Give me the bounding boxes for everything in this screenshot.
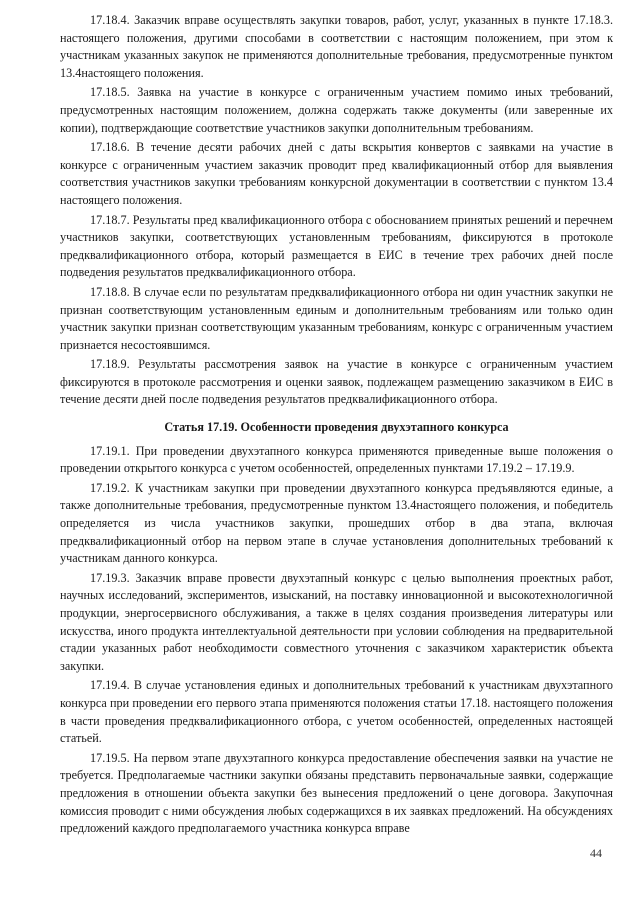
- page-number: 44: [590, 846, 602, 860]
- paragraph-17-18-6: 17.18.6. В течение десяти рабочих дней с даты вскрытия конвертов с заявками на участие в конкурсе с ограниченным участием заказчик проводит пред квалификационный отбор для выявления соответствия участников закупки требованиям конкурсной документации в соответствии с пунктом 13.4 настоящего положения.: [60, 140, 613, 207]
- paragraph-17-19-3: 17.19.3. Заказчик вправе провести двухэтапный конкурс с целью выполнения проектных работ, научных исследований, экспериментов, изысканий, на поставку инновационной и высокотехнологичной продукции, энергосервисного обслуживания, а также в целях создания произведения литературы или искусства, иного продукта интеллектуальной деятельности при условии соблюдения на предварительной стадии указанных работ необходимости совместного уточнения с заказчиком характеристик объекта закупки.: [60, 570, 613, 673]
- page-content: [60, 12, 613, 840]
- paragraph-17-18-5: 17.18.5. Заявка на участие в конкурсе с ограниченным участием помимо иных требований, предусмотренных настоящим положением, должна содержать также документы (или заверенные их копии), подтверждающие соответствие участников закупки дополнительным требованиям.: [60, 85, 613, 135]
- section-heading: Статья 17.19. Особенности проведения двухэтапного конкурса: [164, 420, 509, 435]
- paragraph-17-18-9: 17.18.9. Результаты рассмотрения заявок на участие в конкурсе с ограниченным участием фиксируются в протоколе рассмотрения и оценки заявок, подлежащем размещению заказчиком в ЕИС в течение десяти дней после подведения результатов предквалификационного отбора.: [60, 357, 613, 407]
- paragraph-17-18-4: 17.18.4. Заказчик вправе осуществлять закупки товаров, работ, услуг, указанных в пункте 17.18.3. настоящего положения, другими способами в соответствии с настоящим положением, при этом к участникам указанных закупок не применяются дополнительные требования, предусмотренные пунктом 13.4настоящего положения.: [60, 13, 613, 80]
- paragraph-17-18-8: 17.18.8. В случае если по результатам предквалификационного отбора ни один участник закупки не признан соответствующим установленным единым и дополнительным требованиям или только один участник закупки признан соответствующим указанным требованиям, конкурс с ограниченным участием признается несостоявшимся.: [60, 284, 613, 352]
- paragraph-17-19-5: 17.19.5. На первом этапе двухэтапного конкурса предоставление обеспечения заявки на участие не требуется. Предполагаемые частники закупки обязаны представить первоначальные заявки, содержащие предложения в отношении объекта закупки без вынесения предложений о цене договора. Закупочная комиссия проводит с ними обсуждения любых содержащихся в их заявках предложений. На обсуждениях предложений каждого предполагаемого участника конкурса вправе: [60, 750, 613, 836]
- paragraph-17-19-2: 17.19.2. К участникам закупки при проведении двухэтапного конкурса предъявляются единые, а также дополнительные требования, предусмотренные пунктом 13.4настоящего положения, и победитель определяется из числа участников закупки, прошедших отбор в два этапа, включая предквалификационный отбор на первом этапе в случае установления дополнительных требований к участникам данного конкурса.: [60, 480, 613, 566]
- paragraph-17-19-4: 17.19.4. В случае установления единых и дополнительных требований к участникам двухэтапного конкурса при проведении его первого этапа применяются положения статьи 17.18. настоящего положения в части проведения предквалификационного отбора, с учетом особенностей, определенных настоящей статьей.: [60, 678, 613, 746]
- paragraph-17-18-7: 17.18.7. Результаты пред квалификационного отбора с обоснованием принятых решений и перечнем участников закупки, соответствующих установленным требованиям, фиксируются в протоколе предквалификационного отбора, который размещается в ЕИС в течение трех рабочих дней после подведения результатов предквалификационного отбора.: [60, 212, 613, 280]
- paragraph-17-19-1: 17.19.1. При проведении двухэтапного конкурса применяются приведенные выше положения о проведении открытого конкурса с учетом особенностей, определенных пунктами 17.19.2 – 17.19.9.: [60, 443, 613, 476]
